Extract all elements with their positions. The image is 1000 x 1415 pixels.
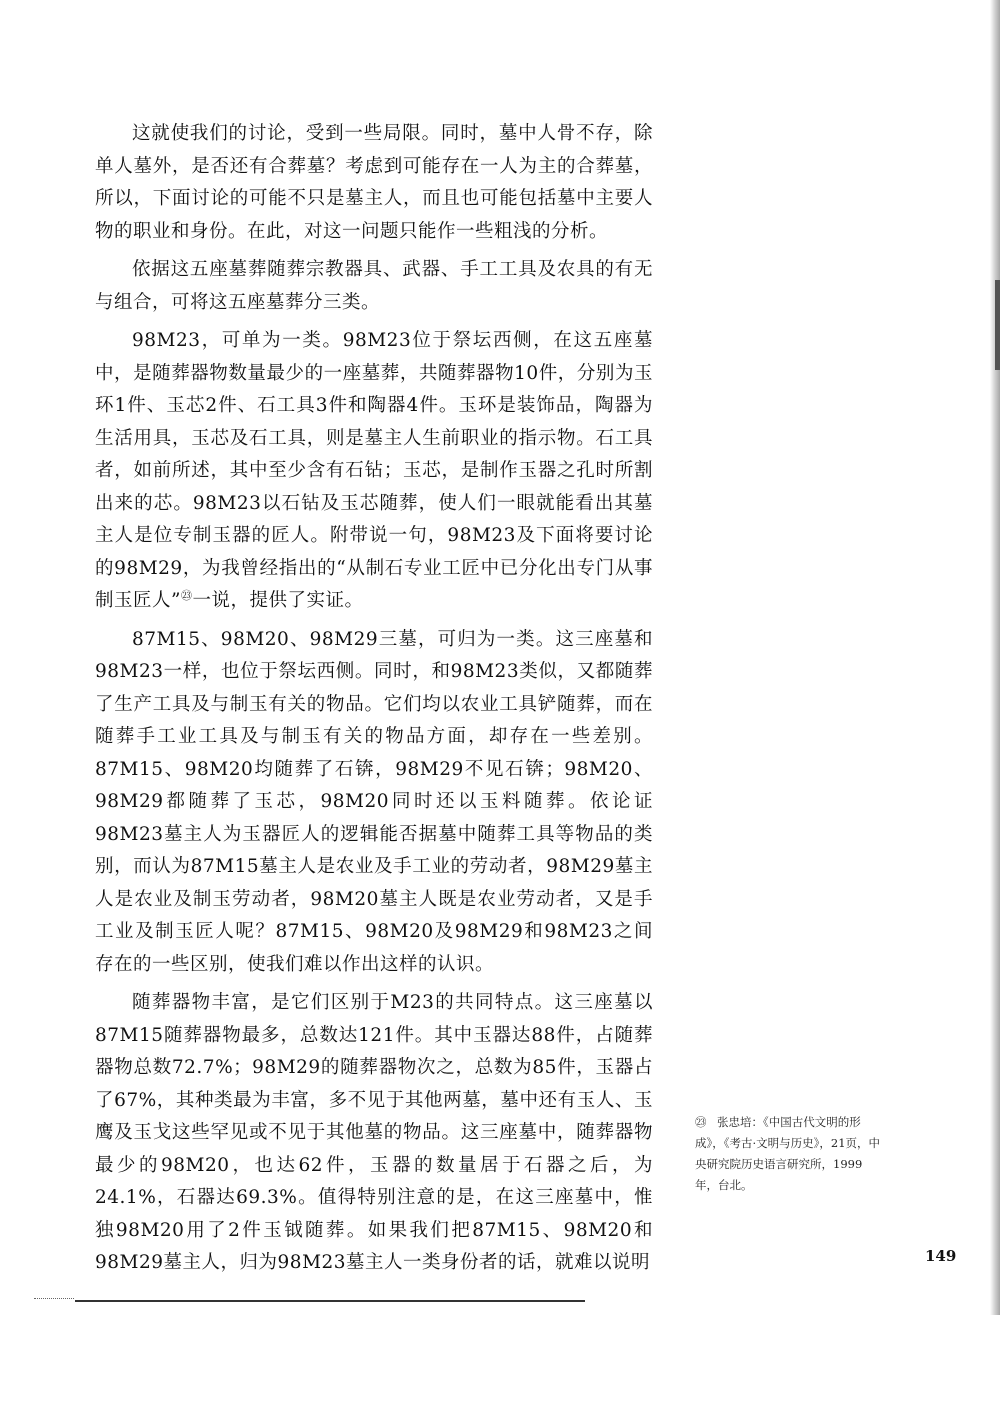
bottom-dotted-line bbox=[34, 1298, 74, 1299]
paragraph-2: 依据这五座墓葬随葬宗教器具、武器、手工工具及农具的有无与组合，可将这五座墓葬分三类。 bbox=[95, 259, 653, 313]
footnote-reference[interactable]: ㉓ bbox=[180, 588, 193, 602]
scan-edge-mark bbox=[995, 280, 1000, 370]
bottom-rule-line bbox=[75, 1300, 585, 1302]
footnote-text: 张忠培：《中国古代文明的形成》，《考古·文明与历史》，21页，中央研究院历史语言研究所，1999年，台北。 bbox=[695, 1115, 881, 1192]
paragraph-5: 随葬器物丰富，是它们区别于M23的共同特点。这三座墓以87M15随葬器物最多，总数达121件。其中玉器达88件，占随葬器物总数72.7%；98M29的随葬器物次之，总数为85件，玉器占了67%，其种类最为丰富，多不见于其他两墓，墓中还有玉人、玉鹰及玉戈这些罕见或不见于其他墓的物品。这三座墓中，随葬器物最少的98M20，也达62件，玉器的数量居于石器之后，为24.1%，石器达69.3%。值得特别注意的是，在这三座墓中，惟独98M20用了2件玉钺随葬。如果我们把87M15、98M20和98M29墓主人，归为98M23墓主人一类身份者的话，就难以说明 bbox=[95, 992, 653, 1273]
paragraph-3-tail: 一说，提供了实证。 bbox=[192, 590, 364, 611]
paragraph-3 bbox=[95, 325, 653, 618]
page-number: 149 bbox=[925, 1247, 957, 1265]
footnote-marker: ㉓ bbox=[695, 1115, 707, 1129]
scan-edge-shadow bbox=[990, 0, 1000, 1315]
paragraph-3-body: 98M23，可单为一类。98M23位于祭坛西侧，在这五座墓中，是随葬器物数量最少的一座墓葬，共随葬器物10件，分别为玉环1件、玉芯2件、石工具3件和陶器4件。玉环是装饰品，陶器为生活用具，玉芯及石工具，则是墓主人生前职业的指示物。石工具者，如前所述，其中至少含有石钻；玉芯，是制作玉器之孔时所割出来的芯。98M23以石钻及玉芯随葬，使人们一眼就能看出其墓主人是位专制玉器的匠人。附带说一句，98M23及下面将要讨论的98M29，为我曾经指出的“从制石专业工匠中已分化出专门从事制玉匠人” bbox=[95, 330, 653, 611]
footnote bbox=[695, 1112, 885, 1196]
paragraph-4: 87M15、98M20、98M29三墓，可归为一类。这三座墓和98M23一样，也位于祭坛西侧。同时，和98M23类似，又都随葬了生产工具及与制玉有关的物品。它们均以农业工具铲随葬，而在随葬手工业工具及与制玉有关的物品方面，却存在一些差别。87M15、98M20均随葬了石锛，98M29不见石锛；98M20、98M29都随葬了玉芯，98M20同时还以玉料随葬。依论证98M23墓主人为玉器匠人的逻辑能否据墓中随葬工具等物品的类别，而认为87M15墓主人是农业及手工业的劳动者，98M29墓主人是农业及制玉劳动者，98M20墓主人既是农业劳动者，又是手工业及制玉匠人呢？87M15、98M20及98M29和98M23之间存在的一些区别，使我们难以作出这样的认识。 bbox=[95, 628, 653, 975]
paragraph-1: 这就使我们的讨论，受到一些局限。同时，墓中人骨不存，除单人墓外，是否还有合葬墓？考虑到可能存在一人为主的合葬墓，所以，下面讨论的可能不只是墓主人，而且也可能包括墓中主要人物的职业和身份。在此，对这一问题只能作一些粗浅的分析。 bbox=[95, 123, 653, 242]
main-text-column bbox=[95, 118, 653, 1286]
